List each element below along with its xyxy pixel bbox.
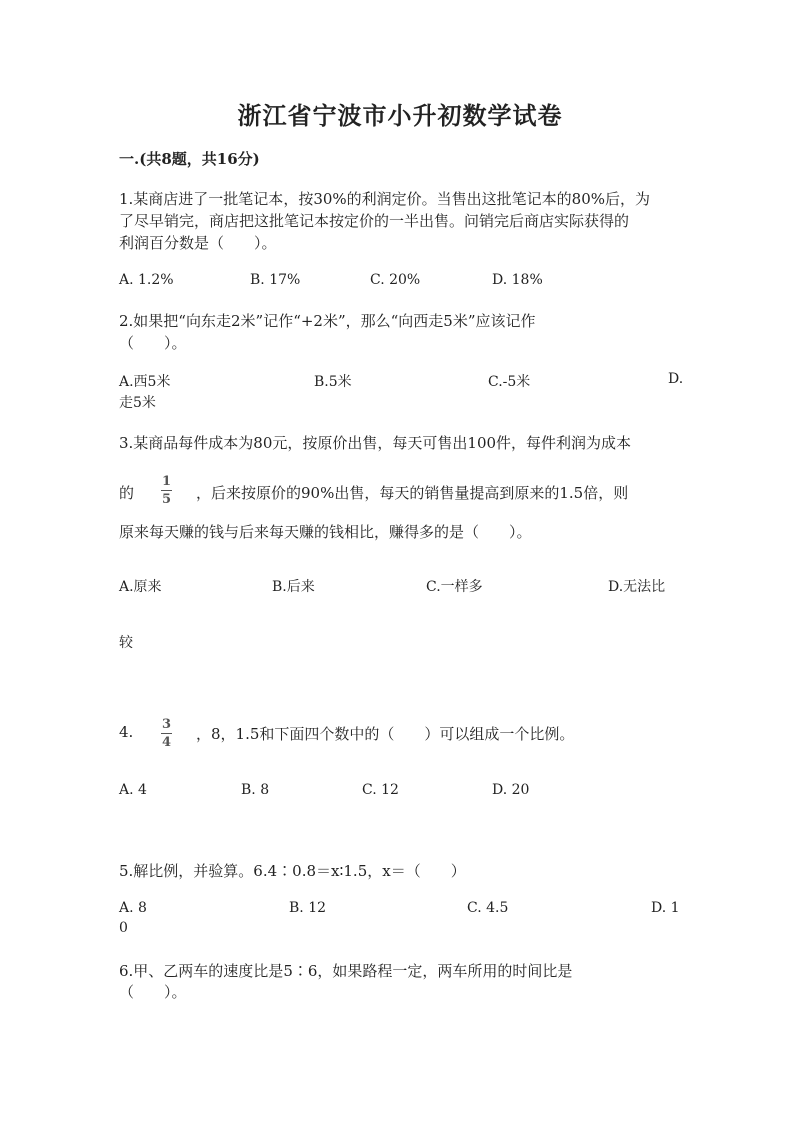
- option-c[interactable]: C. 4.5: [467, 900, 509, 916]
- option-b[interactable]: B.后来: [272, 579, 315, 595]
- option-a[interactable]: A.西5米: [119, 374, 171, 390]
- option-b[interactable]: B. 17%: [250, 272, 301, 288]
- option-d[interactable]: D.: [668, 371, 684, 387]
- question-text-line: 3.某商品每件成本为80元，按原价出售，每天可售出100件，每件利润为成本: [119, 434, 632, 452]
- option-d[interactable]: D.无法比: [608, 579, 666, 595]
- option-d[interactable]: D. 18%: [492, 272, 543, 288]
- option-c[interactable]: C. 12: [362, 782, 399, 798]
- question-text-line: 利润百分数是（ ）。: [119, 234, 277, 252]
- question-text-line: 了尽早销完，商店把这批笔记本按定价的一半出售。问销完后商店实际获得的: [119, 212, 630, 230]
- question-text-line: （ ）。: [119, 983, 187, 1001]
- question-text-line: 1.某商店进了一批笔记本，按30%的利润定价。当售出这批笔记本的80%后，为: [119, 190, 650, 208]
- fraction-one-fifth: [161, 474, 172, 507]
- question-text-prefix: 的: [119, 484, 135, 502]
- section-heading: 一.(共8题，共16分): [119, 150, 260, 168]
- fraction-denominator: 4: [161, 735, 172, 750]
- question-text-line: 5.解比例，并验算。6.4∶0.8＝x∶1.5，x＝（ ）: [119, 862, 466, 880]
- option-b[interactable]: B. 12: [289, 900, 327, 916]
- fraction-numerator: 1: [161, 474, 172, 489]
- option-d-wrap: 0: [119, 920, 128, 936]
- question-text-line: ，后来按原价的90%出售，每天的销售量提高到原来的1.5倍，则: [196, 484, 629, 502]
- option-a[interactable]: A. 1.2%: [119, 272, 174, 288]
- question-text-line: 6.甲、乙两车的速度比是5∶6，如果路程一定，两车所用的时间比是: [119, 962, 573, 980]
- question-text-line: 2.如果把“向东走2米”记作“+2米”，那么“向西走5米”应该记作: [119, 312, 536, 330]
- question-text-line: 原来每天赚的钱与后来每天赚的钱相比，赚得多的是（ ）。: [119, 523, 532, 541]
- option-d-wrap: 较: [119, 635, 133, 651]
- option-d[interactable]: D. 20: [492, 782, 530, 798]
- option-a[interactable]: A. 8: [119, 900, 147, 916]
- fraction-denominator: 5: [161, 492, 172, 507]
- fraction-bar: [161, 733, 172, 734]
- question-text-line: （ ）。: [119, 334, 187, 352]
- fraction-numerator: 3: [161, 717, 172, 732]
- page-title: 浙江省宁波市小升初数学试卷: [237, 101, 563, 130]
- option-d[interactable]: D. 1: [651, 900, 680, 916]
- option-c[interactable]: C. 20%: [370, 272, 421, 288]
- fraction-three-quarters: [161, 717, 172, 750]
- option-d-wrap: 走5米: [119, 395, 156, 411]
- option-b[interactable]: B. 8: [241, 782, 270, 798]
- question-text-line: ，8，1.5和下面四个数中的（ ）可以组成一个比例。: [196, 725, 575, 743]
- option-c[interactable]: C.一样多: [426, 579, 483, 595]
- option-a[interactable]: A. 4: [119, 782, 147, 798]
- option-b[interactable]: B.5米: [314, 374, 352, 390]
- question-number: 4.: [119, 723, 134, 741]
- option-a[interactable]: A.原来: [119, 579, 162, 595]
- fraction-bar: [161, 490, 172, 491]
- option-c[interactable]: C.-5米: [488, 374, 531, 390]
